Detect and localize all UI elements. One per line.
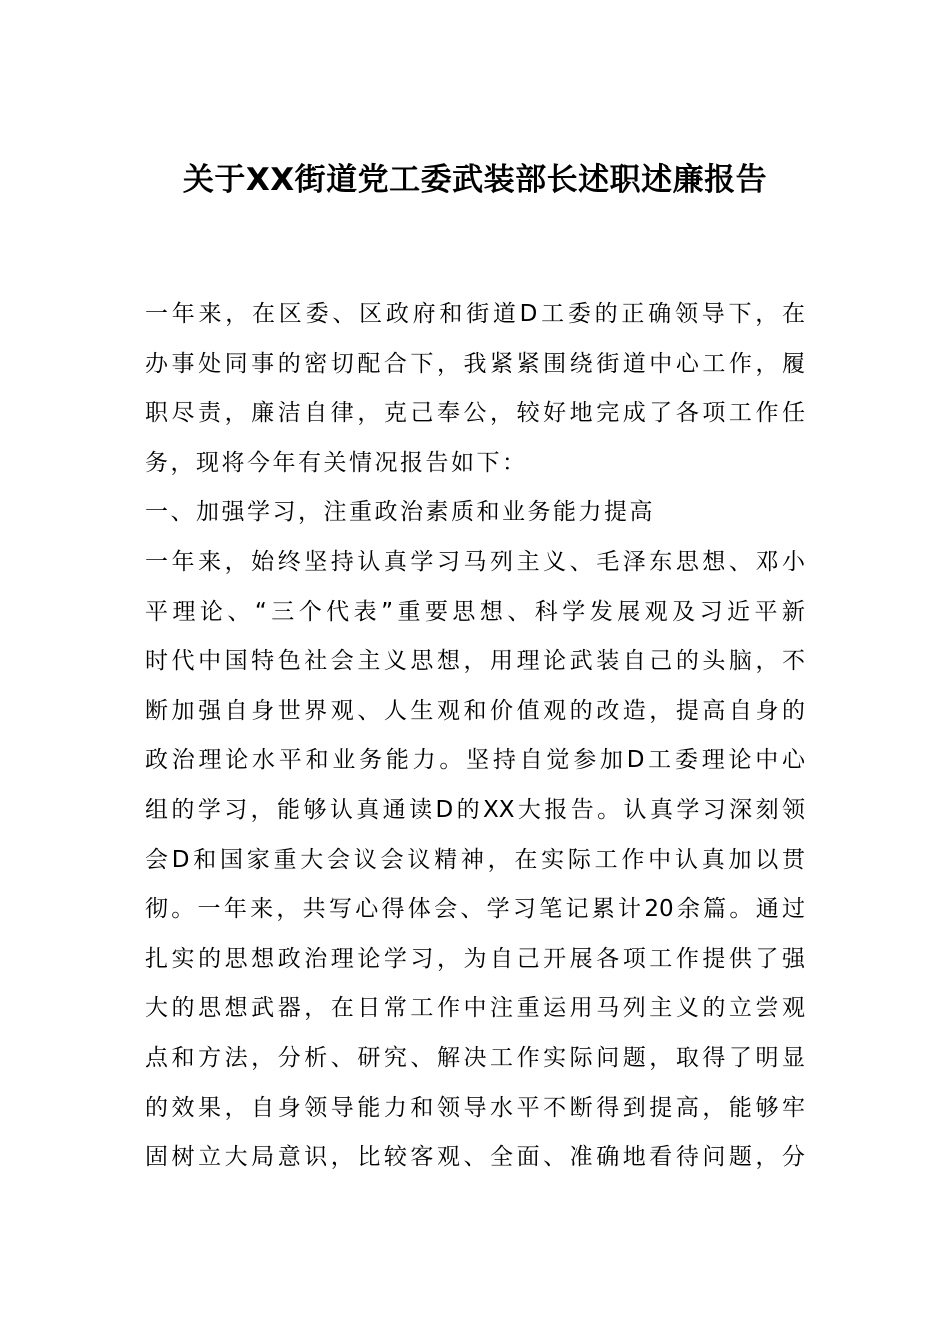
paragraph-line: 断加强自身世界观、人生观和价值观的改造，提高自身的 bbox=[145, 697, 805, 724]
paragraph-line: 政治理论水平和业务能力。坚持自觉参加D工委理论中心 bbox=[145, 747, 805, 774]
paragraph-line: 大的思想武器，在日常工作中注重运用马列主义的立尝观 bbox=[145, 995, 805, 1022]
paragraph-line: 固树立大局意识，比较客观、全面、准确地看待问题，分 bbox=[145, 1144, 805, 1171]
paragraph-line: 点和方法，分析、研究、解决工作实际问题，取得了明显 bbox=[145, 1044, 805, 1071]
paragraph-line: 的效果，自身领导能力和领导水平不断得到提高，能够牢 bbox=[145, 1094, 805, 1121]
paragraph-line: 彻。一年来，共写心得体会、学习笔记累计20余篇。通过 bbox=[145, 896, 805, 923]
document-body bbox=[145, 290, 805, 1183]
paragraph-line: 扎实的思想政治理论学习，为自己开展各项工作提供了强 bbox=[145, 945, 805, 972]
paragraph-line: 时代中国特色社会主义思想，用理论武装自己的头脑，不 bbox=[145, 648, 805, 675]
document-title: 关于XX街道党工委武装部长述职述廉报告 bbox=[182, 162, 768, 198]
paragraph-line: 务，现将今年有关情况报告如下： bbox=[145, 449, 528, 476]
paragraph-line: 一年来，始终坚持认真学习马列主义、毛泽东思想、邓小 bbox=[145, 548, 805, 575]
paragraph-line: 一年来，在区委、区政府和街道D工委的正确领导下，在 bbox=[145, 301, 805, 327]
paragraph-line: 职尽责，廉洁自律，克己奉公，较好地完成了各项工作任 bbox=[145, 400, 805, 427]
section-heading: 一、加强学习，注重政治素质和业务能力提高 bbox=[145, 499, 655, 526]
paragraph-line: 会D和国家重大会议会议精神，在实际工作中认真加以贯 bbox=[145, 846, 805, 873]
paragraph-line: 组的学习，能够认真通读D的XX大报告。认真学习深刻领 bbox=[145, 796, 805, 823]
paragraph-line: 办事处同事的密切配合下，我紧紧围绕街道中心工作，履 bbox=[145, 350, 805, 377]
paragraph-line: 平理论、“三个代表”重要思想、科学发展观及习近平新 bbox=[145, 598, 805, 625]
